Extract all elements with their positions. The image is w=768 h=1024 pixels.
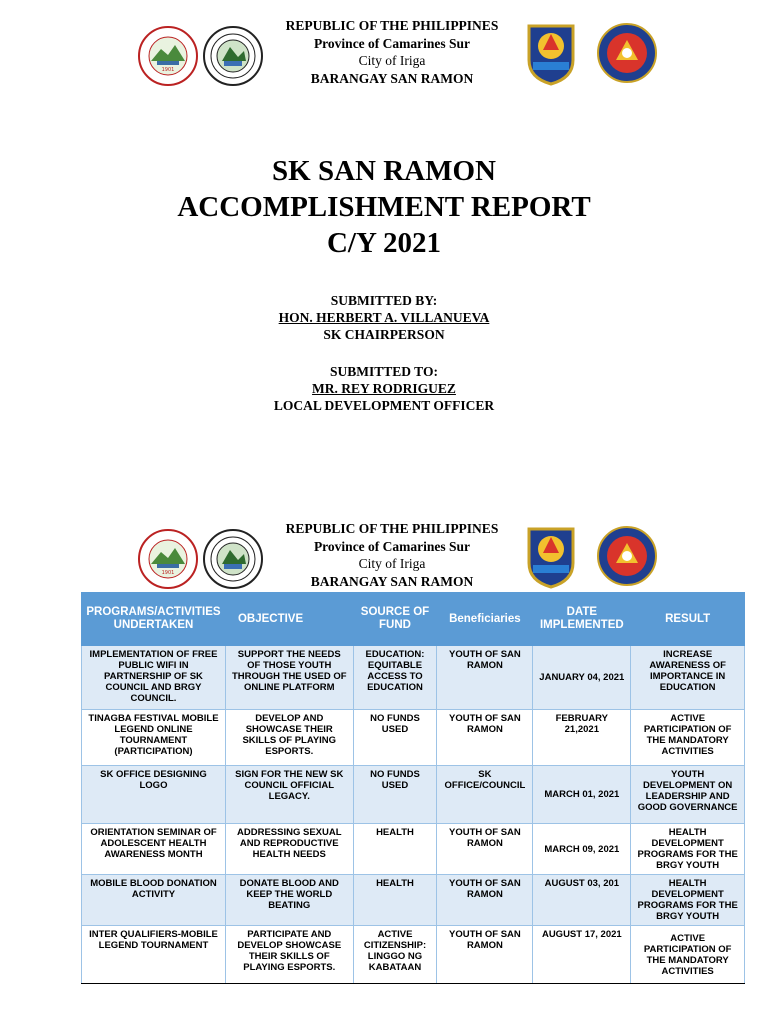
barangay-line: BARANGAY SAN RAMON bbox=[310, 573, 474, 589]
header-text bbox=[262, 520, 522, 590]
cell-objective: PARTICIPATE AND DEVELOP SHOWCASE THEIR SKILLS OF PLAYING ESPORTS. bbox=[225, 926, 353, 984]
cell-result: ACTIVE PARTICIPATION OF THE MANDATORY ACTIVITIES bbox=[631, 710, 745, 766]
republic-line: REPUBLIC OF THE PHILIPPINES bbox=[285, 521, 499, 536]
cell-date: MARCH 09, 2021 bbox=[533, 824, 631, 875]
city-of-iriga-official-seal-icon bbox=[202, 25, 264, 87]
submitted-to-position: LOCAL DEVELOPMENT OFFICER bbox=[273, 398, 495, 413]
cell-beneficiaries: YOUTH OF SAN RAMON bbox=[437, 646, 533, 710]
cell-date: JANUARY 04, 2021 bbox=[533, 646, 631, 710]
col-header-beneficiaries: Beneficiaries bbox=[437, 593, 533, 646]
cell-result: HEALTH DEVELOPMENT PROGRAMS FOR THE BRGY YOUTH bbox=[631, 824, 745, 875]
table-row bbox=[82, 875, 745, 926]
col-header-programs: PROGRAMS/ACTIVITIES UNDERTAKEN bbox=[82, 593, 226, 646]
cell-program: MOBILE BLOOD DONATION ACTIVITY bbox=[82, 875, 226, 926]
cell-date: MARCH 01, 2021 bbox=[533, 766, 631, 824]
sangguniang-kabataan-logo-icon bbox=[596, 525, 658, 587]
table-row bbox=[82, 646, 745, 710]
submitted-by-label: SUBMITTED BY: bbox=[330, 293, 438, 308]
cell-objective: DONATE BLOOD AND KEEP THE WORLD BEATING bbox=[225, 875, 353, 926]
city-line: City of Iriga bbox=[358, 556, 426, 571]
cell-beneficiaries: YOUTH OF SAN RAMON bbox=[437, 824, 533, 875]
cell-source-of-fund: ACTIVE CITIZENSHIP: LINGGO NG KABATAAN bbox=[353, 926, 437, 984]
submitted-to-block bbox=[0, 363, 768, 414]
city-of-iriga-official-seal-icon bbox=[202, 528, 264, 590]
page-header-top bbox=[0, 15, 768, 85]
cell-result: HEALTH DEVELOPMENT PROGRAMS FOR THE BRGY YOUTH bbox=[631, 875, 745, 926]
table-row bbox=[82, 824, 745, 875]
cell-objective: SUPPORT THE NEEDS OF THOSE YOUTH THROUGH THE USED OF ONLINE PLATFORM bbox=[225, 646, 353, 710]
table-row bbox=[82, 926, 745, 984]
cell-program: IMPLEMENTATION OF FREE PUBLIC WIFI IN PARTNERSHIP OF SK COUNCIL AND BRGY COUNCIL. bbox=[82, 646, 226, 710]
submitted-by-position: SK CHAIRPERSON bbox=[323, 327, 445, 342]
table-row bbox=[82, 710, 745, 766]
header-text bbox=[262, 17, 522, 87]
report-title bbox=[0, 153, 768, 261]
cell-beneficiaries: YOUTH OF SAN RAMON bbox=[437, 875, 533, 926]
col-header-source-of-fund: SOURCE OF FUND bbox=[353, 593, 437, 646]
svg-text:1901: 1901 bbox=[161, 570, 175, 576]
cell-source-of-fund: HEALTH bbox=[353, 824, 437, 875]
svg-text:1901: 1901 bbox=[161, 67, 175, 73]
sangguniang-kabataan-logo-icon bbox=[596, 22, 658, 84]
sk-federation-logo-icon bbox=[525, 20, 577, 86]
cell-date: FEBRUARY 21,2021 bbox=[533, 710, 631, 766]
city-line: City of Iriga bbox=[358, 53, 426, 68]
title-line-1: SK SAN RAMON bbox=[272, 155, 496, 187]
cell-date: AUGUST 17, 2021 bbox=[533, 926, 631, 984]
submitted-to-label: SUBMITTED TO: bbox=[330, 364, 438, 379]
province-line: Province of Camarines Sur bbox=[313, 35, 471, 51]
cell-result: ACTIVE PARTICIPATION OF THE MANDATORY ACTIVITIES bbox=[631, 926, 745, 984]
cell-result: YOUTH DEVELOPMENT ON LEADERSHIP AND GOOD GOVERNANCE bbox=[631, 766, 745, 824]
cell-source-of-fund: EDUCATION: EQUITABLE ACCESS TO EDUCATION bbox=[353, 646, 437, 710]
cell-objective: ADDRESSING SEXUAL AND REPRODUCTIVE HEALTH NEEDS bbox=[225, 824, 353, 875]
cell-beneficiaries: YOUTH OF SAN RAMON bbox=[437, 710, 533, 766]
table-row bbox=[82, 766, 745, 824]
cell-beneficiaries: SK OFFICE/COUNCIL bbox=[437, 766, 533, 824]
title-line-3: C/Y 2021 bbox=[326, 227, 442, 259]
page-header-second bbox=[0, 518, 768, 588]
table-header-row bbox=[82, 593, 745, 646]
cell-source-of-fund: NO FUNDS USED bbox=[353, 710, 437, 766]
cell-source-of-fund: NO FUNDS USED bbox=[353, 766, 437, 824]
cell-objective: SIGN FOR THE NEW SK COUNCIL OFFICIAL LEGACY. bbox=[225, 766, 353, 824]
cell-date: AUGUST 03, 201 bbox=[533, 875, 631, 926]
barangay-council-seal-icon bbox=[137, 528, 199, 590]
cell-program: TINAGBA FESTIVAL MOBILE LEGEND ONLINE TOURNAMENT (PARTICIPATION) bbox=[82, 710, 226, 766]
col-header-result: RESULT bbox=[631, 593, 745, 646]
cell-program: SK OFFICE DESIGNING LOGO bbox=[82, 766, 226, 824]
submitted-by-name: HON. HERBERT A. VILLANUEVA bbox=[278, 310, 490, 325]
cell-objective: DEVELOP AND SHOWCASE THEIR SKILLS OF PLAYING ESPORTS. bbox=[225, 710, 353, 766]
title-line-2: ACCOMPLISHMENT REPORT bbox=[177, 191, 591, 223]
barangay-council-seal-icon bbox=[137, 25, 199, 87]
cell-program: INTER QUALIFIERS-MOBILE LEGEND TOURNAMENT bbox=[82, 926, 226, 984]
sk-federation-logo-icon bbox=[525, 523, 577, 589]
cell-program: ORIENTATION SEMINAR OF ADOLESCENT HEALTH AWARENESS MONTH bbox=[82, 824, 226, 875]
cell-source-of-fund: HEALTH bbox=[353, 875, 437, 926]
accomplishment-table bbox=[81, 592, 745, 984]
cell-beneficiaries: YOUTH OF SAN RAMON bbox=[437, 926, 533, 984]
barangay-line: BARANGAY SAN RAMON bbox=[310, 70, 474, 86]
republic-line: REPUBLIC OF THE PHILIPPINES bbox=[285, 18, 499, 33]
submitted-to-name: MR. REY RODRIGUEZ bbox=[312, 381, 456, 396]
province-line: Province of Camarines Sur bbox=[313, 538, 471, 554]
submitted-by-block bbox=[0, 292, 768, 343]
col-header-date-implemented: DATE IMPLEMENTED bbox=[533, 593, 631, 646]
cell-result: INCREASE AWARENESS OF IMPORTANCE IN EDUCATION bbox=[631, 646, 745, 710]
col-header-objective: OBJECTIVE bbox=[225, 593, 353, 646]
